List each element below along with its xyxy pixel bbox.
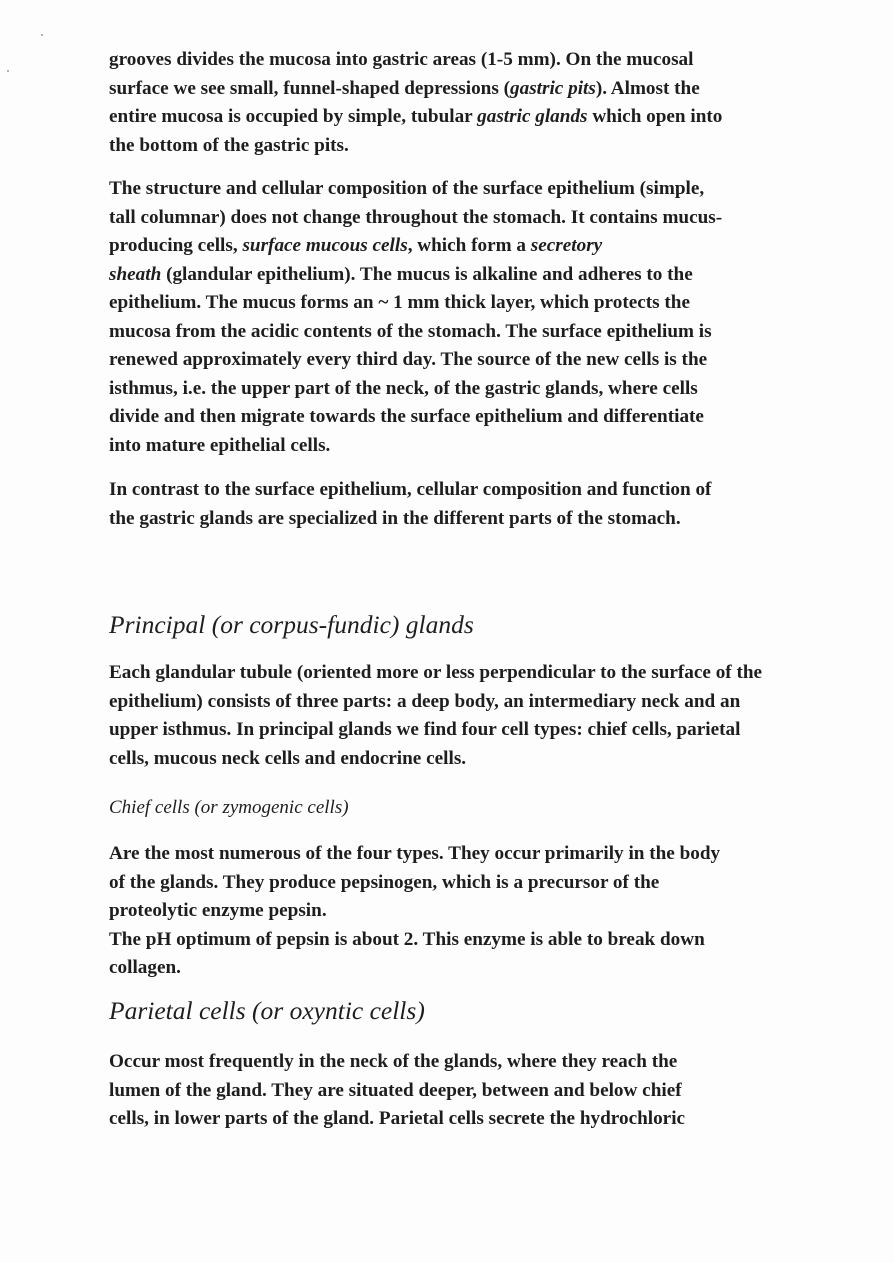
- paragraph-glands-contrast: [109, 476, 711, 533]
- text-line: [109, 1105, 685, 1134]
- text-run: surface we see small, funnel-shaped depressions (: [109, 77, 510, 99]
- text-run: grooves divides the mucosa into gastric areas (1-5 mm). On the mucosal: [109, 49, 694, 70]
- text-run: producing cells,: [109, 235, 243, 256]
- text-run: cells, in lower parts of the gland. Parietal cells secrete the hydrochloric: [109, 1108, 686, 1129]
- text-line: [109, 840, 720, 869]
- text-line: [109, 403, 722, 432]
- paragraph-chief-cells: [109, 840, 720, 983]
- text-line: [109, 289, 722, 318]
- text-line: [109, 926, 720, 955]
- italic-term: gastric pits: [510, 77, 596, 99]
- text-line: [109, 1048, 685, 1077]
- scan-speck: [41, 34, 43, 36]
- text-run: ). Almost the: [595, 77, 700, 99]
- text-run: divide and then migrate towards the surface epithelium and differentiate: [109, 406, 704, 427]
- text-run: tall columnar) does not change throughout the stomach. It contains mucus-: [109, 206, 723, 228]
- text-line: [109, 346, 722, 375]
- text-line: [109, 505, 711, 534]
- text-line: [109, 46, 722, 75]
- text-line: [109, 132, 722, 161]
- paragraph-glandular-tubule: [109, 659, 762, 773]
- text-line: [109, 954, 720, 983]
- text-line: [109, 897, 720, 926]
- paragraph-gastric-areas: [109, 46, 722, 160]
- italic-term: secretory: [530, 235, 603, 256]
- text-run: upper isthmus. In principal glands we find four cell types: chief cells, parietal: [109, 719, 741, 740]
- text-line: [109, 1077, 685, 1106]
- text-run: mucosa from the acidic contents of the stomach. The surface epithelium is: [109, 320, 712, 342]
- text-line: [109, 204, 722, 233]
- text-run: epithelium) consists of three parts: a deep body, an intermediary neck and an: [109, 690, 741, 712]
- italic-term: surface mucous cells: [242, 235, 408, 256]
- text-line: [109, 432, 722, 461]
- text-run: the bottom of the gastric pits.: [109, 134, 349, 156]
- text-run: renewed approximately every third day. The source of the new cells is the: [109, 349, 708, 370]
- text-run: , which form a: [407, 235, 531, 256]
- text-line: [109, 261, 722, 290]
- text-line: [109, 232, 722, 261]
- text-run: Occur most frequently in the neck of the glands, where they reach the: [109, 1051, 678, 1072]
- text-run: Each glandular tubule (oriented more or less perpendicular to the surface of the: [109, 662, 763, 683]
- text-run: epithelium. The mucus forms an ~ 1 mm thick layer, which protects the: [109, 292, 690, 313]
- text-line: [109, 75, 722, 104]
- text-run: isthmus, i.e. the upper part of the neck, of the gastric glands, where cells: [109, 377, 698, 399]
- paragraph-parietal-cells: [109, 1048, 685, 1134]
- heading-principal-glands: Principal (or corpus-fundic) glands: [109, 610, 474, 639]
- text-line: [109, 869, 720, 898]
- text-line: [109, 716, 762, 745]
- heading-parietal-cells: Parietal cells (or oxyntic cells): [109, 996, 425, 1025]
- text-run: The pH optimum of pepsin is about 2. This enzyme is able to break down: [109, 928, 705, 950]
- text-run: lumen of the gland. They are situated deeper, between and below chief: [109, 1079, 682, 1101]
- text-run: cells, mucous neck cells and endocrine cells.: [109, 747, 467, 769]
- text-line: [109, 318, 722, 347]
- text-line: [109, 375, 722, 404]
- italic-term: gastric glands: [477, 106, 588, 127]
- text-run: (glandular epithelium). The mucus is alkaline and adheres to the: [161, 263, 693, 285]
- text-run: The structure and cellular composition of the surface epithelium (simple,: [109, 178, 705, 199]
- paragraph-surface-epithelium: [109, 175, 722, 460]
- text-run: proteolytic enzyme pepsin.: [109, 900, 327, 921]
- scan-speck: [7, 70, 9, 72]
- text-run: entire mucosa is occupied by simple, tubular: [109, 106, 478, 127]
- text-run: the gastric glands are specialized in the different parts of the stomach.: [109, 507, 681, 529]
- text-run: into mature epithelial cells.: [109, 434, 331, 456]
- italic-term: sheath: [109, 263, 162, 285]
- text-run: In contrast to the surface epithelium, cellular composition and function of: [109, 479, 712, 500]
- heading-chief-cells: Chief cells (or zymogenic cells): [109, 797, 349, 818]
- text-run: collagen.: [109, 957, 181, 978]
- text-run: which open into: [587, 106, 723, 127]
- text-run: Are the most numerous of the four types. They occur primarily in the body: [109, 843, 721, 864]
- text-line: [109, 688, 762, 717]
- text-line: [109, 476, 711, 505]
- text-run: of the glands. They produce pepsinogen, which is a precursor of the: [109, 871, 660, 893]
- text-line: [109, 175, 722, 204]
- text-line: [109, 103, 722, 132]
- text-line: [109, 745, 762, 774]
- text-line: [109, 659, 762, 688]
